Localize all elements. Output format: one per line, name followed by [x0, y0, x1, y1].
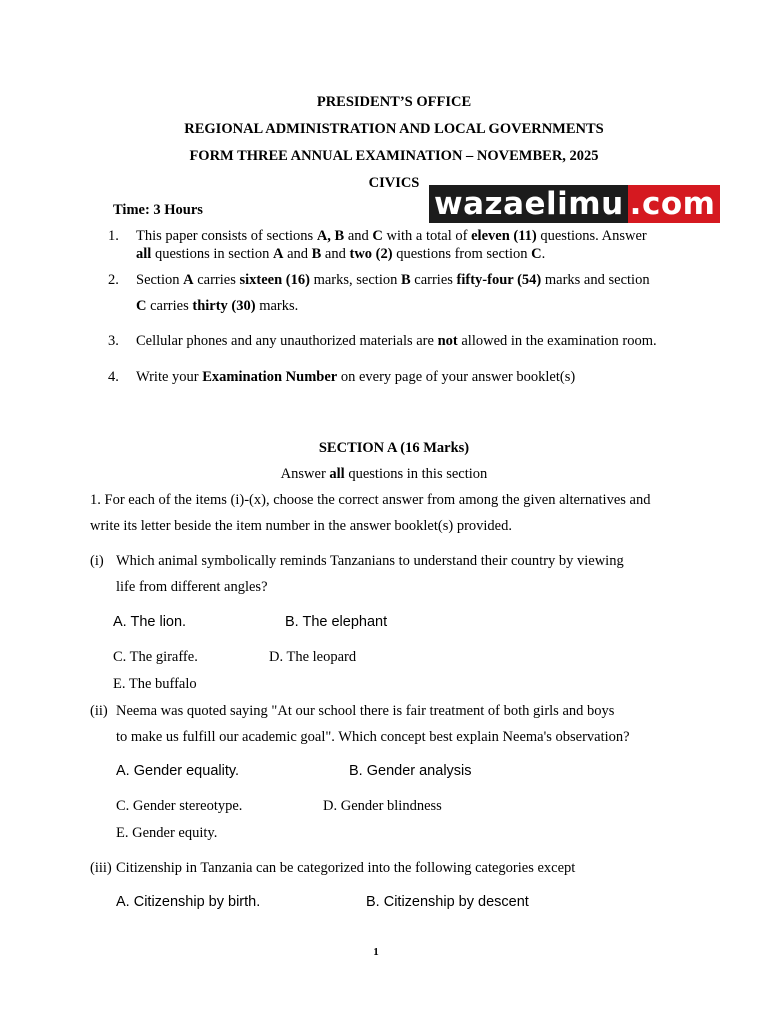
item-i-option-d: D. The leopard [269, 649, 357, 665]
item-i-option-a: A. The lion. [113, 614, 187, 630]
header-office: PRESIDENT’S OFFICE [316, 94, 472, 110]
item-ii-question-line-2: to make us fulfill our academic goal". Which concept best explain Neema's observation? [116, 729, 630, 745]
item-ii-question-line-1: Neema was quoted saying "At our school there is fair treatment of both girls and boys [116, 703, 615, 719]
wazaelimu-watermark-logo [429, 185, 720, 223]
item-i-question-line-1: Which animal symbolically reminds Tanzanians to understand their country by viewing [116, 553, 624, 569]
item-iii-option-b: B. Citizenship by descent [366, 894, 529, 910]
item-i-option-b: B. The elephant [285, 614, 388, 630]
item-iii-question: Citizenship in Tanzania can be categorized into the following categories except [116, 860, 576, 876]
item-i-option-c: C. The giraffe. [113, 649, 198, 665]
instruction-2-cont: C carries thirty (30) marks. [136, 298, 299, 314]
instruction-4: 4. Write your Examination Number on every page of your answer booklet(s) [108, 369, 576, 385]
header-subject: CIVICS [368, 175, 420, 191]
instruction-2: 2. Section A carries sixteen (16) marks, section B carries fifty-four (54) marks and section [108, 272, 650, 288]
watermark-tld: .com [628, 185, 721, 223]
item-ii-option-e: E. Gender equity. [116, 825, 218, 841]
instruction-1: 1. This paper consists of sections A, B and C with a total of eleven (11) questions. Answer [108, 228, 647, 244]
section-a-title: SECTION A (16 Marks) [318, 440, 470, 456]
watermark-name: wazaelimu [429, 185, 628, 223]
item-ii-option-c: C. Gender stereotype. [116, 798, 243, 814]
item-ii-option-d: D. Gender blindness [323, 798, 442, 814]
section-a-subtitle: Answer all questions in this section [280, 466, 488, 482]
item-ii-label: (ii) [90, 703, 108, 719]
item-ii-option-a: A. Gender equality. [116, 763, 240, 779]
instruction-1-cont: all questions in section A and B and two (2) questions from section C. [136, 246, 546, 262]
question-1-line-2: write its letter beside the item number in the answer booklet(s) provided. [90, 518, 512, 534]
question-1-line-1: 1. For each of the items (i)-(x), choose the correct answer from among the given alternatives and [90, 492, 651, 508]
item-i-question-line-2: life from different angles? [116, 579, 268, 595]
item-iii-label: (iii) [90, 860, 112, 876]
page-number: 1 [373, 946, 379, 958]
item-i-option-e: E. The buffalo [113, 676, 197, 692]
header-exam-title: FORM THREE ANNUAL EXAMINATION – NOVEMBER, 2025 [189, 148, 599, 164]
instruction-3: 3. Cellular phones and any unauthorized materials are not allowed in the examination room. [108, 333, 657, 349]
item-ii-option-b: B. Gender analysis [349, 763, 472, 779]
item-iii-option-a: A. Citizenship by birth. [116, 894, 261, 910]
item-i-label: (i) [90, 553, 104, 569]
exam-time: Time: 3 Hours [113, 202, 203, 218]
header-administration: REGIONAL ADMINISTRATION AND LOCAL GOVERNMENTS [184, 121, 604, 137]
